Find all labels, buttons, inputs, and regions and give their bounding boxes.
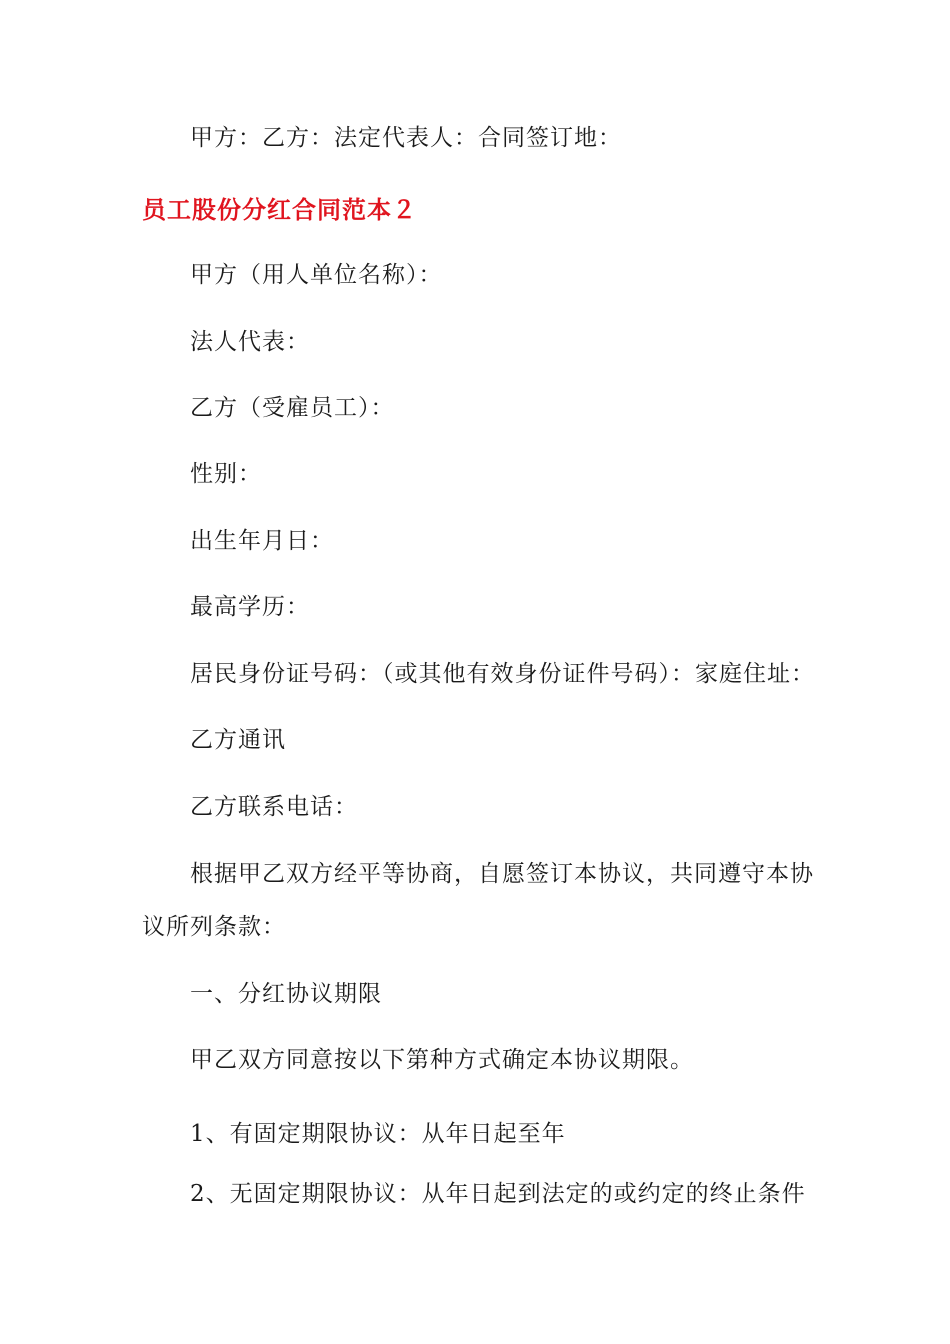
preamble-line-1: 根据甲乙双方经平等协商，自愿签订本协议，共同遵守本协 <box>190 861 814 887</box>
clause-1-text: 甲乙双方同意按以下第种方式确定本协议期限。 <box>190 1047 694 1073</box>
section-heading: 员工股份分红合同范本２ <box>142 196 417 224</box>
legal-representative: 法人代表： <box>190 329 310 355</box>
party-b-contact: 乙方通讯 <box>190 727 286 753</box>
id-number-address: 居民身份证号码：（或其他有效身份证件号码）：家庭住址： <box>190 661 815 687</box>
party-a-name: 甲方（用人单位名称）： <box>190 262 443 288</box>
birth-date: 出生年月日： <box>190 528 334 554</box>
education: 最高学历： <box>190 594 310 620</box>
gender: 性别： <box>190 461 262 487</box>
party-b-phone: 乙方联系电话： <box>190 794 358 820</box>
parties-line: 甲方：乙方：法定代表人：合同签订地： <box>190 125 622 151</box>
party-b: 乙方（受雇员工）： <box>190 395 395 421</box>
clause-1-item-1: 1、有固定期限协议：从年日起至年 <box>190 1121 566 1147</box>
preamble-line-2: 议所列条款： <box>142 914 286 940</box>
clause-1-title: 一、分红协议期限 <box>190 981 382 1007</box>
clause-1-item-2: 2、无固定期限协议：从年日起到法定的或约定的终止条件 <box>190 1181 806 1207</box>
